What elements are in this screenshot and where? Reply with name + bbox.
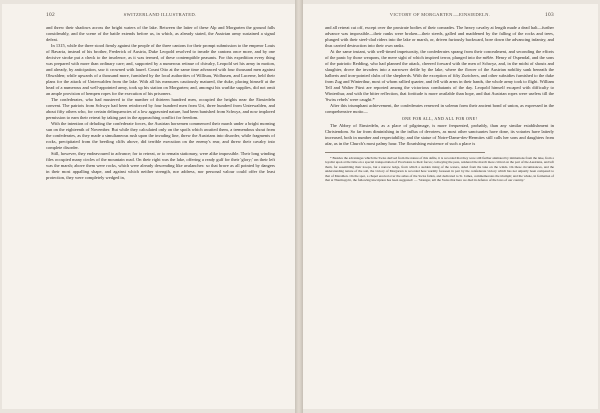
- right-paragraph: At the same instant, with well-timed impetuosity, the confederates sprang from their concealment, and seconding the efforts of the panic by those weapons, the mere sight of which inspired terror, plunged into the mêlée. Henry of Ospendal, and the sons of the patriotic Redding, who had planned the attack, cheered forward with the men of Schwyz, and, in the midst of shouts and slaughter, drove the invaders into a narrower defile by the lake, where the flower of the Austrian nobility sank beneath the halberts and iron-pointed clubs of the shepherds. With the exception of fifty Zurichers, and other subsidies furnished to the duke from Zug and Winterthur, most of whom rallied quarter, and fell with arms in their hands, the whole army took to flight. William Tell and Walter Fürst are reported among the victorious combatants of the day. Leopold himself escaped with difficulty to Winterthur, and with the bitter reflection, that fortitude is more available than hope, and that Austrian ropes were useless till the 'Swiss rebels' were caught.*: [325, 49, 554, 103]
- right-page: [303, 4, 598, 409]
- left-paragraph: The confederates, who had mustered to the number of thirteen hundred men, occupied the heights near the Einsiedeln convent. The patriots from Schwyz had been reinforced by four hundred men from Uri, three hundred from Unterwalden, and about fifty others who, for certain delinquencies of a low aggravated nature, had been banished from Schwyz, and now implored permission to earn their retreat by taking part in the approaching conflict for freedom.: [46, 97, 275, 121]
- book-gutter: [295, 0, 303, 413]
- right-paragraph: The Abbey of Einsiedeln, as a place of pilgrimage, is more frequented, probably, than any similar establishment in Christendom. So far from diminishing in the influx of devotees, as most other sanctuaries have done, its votaries have latterly increased, both in number and respectability; and the statue of Notre-Dame-des-Hermites still calls her sons and daughters from afar, as in the Church's most palmy hour. The flourishing existence of such a place is: [325, 123, 554, 147]
- left-page-body: [46, 25, 275, 181]
- footnote-rule: [325, 152, 485, 153]
- left-paragraph: In 1315, while the three stood firmly against the people of the three cantons for their prompt submission to the emperor Louis of Bavaria, instead of his brother, Frederick of Austria, Duke Leopold resolved to invade the cantons once more, and by one decisive stroke put a check to the insolence, as it was termed, of these contemptible peasants. For this expedition every thing was prepared with more than ordinary care; and, supported by a numerous retinue of chivalry, Leopold set his army in motion, and already, by anticipation, saw it crowned with laurel. Count Otto at the same time advanced with four thousand men against Obwalden; while upwards of a thousand more, furnished by the local authorities of Willisau, Wolhusen, and Lucerne, held their plans for the attack of Unterwalden from the lake. With all his measures cautiously matured, the duke, placing himself at the head of a numerous and well-appointed army, took up his station on Morgarten; and, amongst his warlike supplies, did not omit an ample provision of hempen ropes for the execution of his prisoners.: [46, 43, 275, 97]
- right-page-body: [325, 25, 554, 147]
- left-paragraph: With the intention of deluding the confederate forces, the Austrian horsemen commenced their march under a bright morning sun on the eighteenth of November. But while they calculated only on the spoils which awaited them, a tremendous shout from the confederates, as they made a simultaneous rush upon the invading line, threw the Austrians into disorder, while fragments of rocks, precipitated from the beetling cliffs above, did terrible execution on the enemy's rear, and threw their cavalry into complete disorder.: [46, 121, 275, 151]
- left-paragraph: and threw their shadows across the bright waters of the lake. Between the latter of these Alp and Morgarten the ground falls considerably, and the scene of the battle extends before us, in which, as already stated, the Austrian army sustained a signal defeat.: [46, 25, 275, 43]
- motto-heading: ONE FOR ALL, AND ALL FOR ONE!: [401, 116, 478, 122]
- right-page-number: 103: [544, 12, 554, 18]
- right-running-head: VICTORY OF MORGARTEN.—EINSIEDELN.: [389, 12, 491, 17]
- right-page-header: [325, 12, 554, 18]
- left-running-head: SWITZERLAND ILLUSTRATED.: [123, 12, 197, 17]
- left-page: [2, 4, 295, 409]
- left-page-number: 102: [46, 12, 55, 18]
- footnote: [325, 156, 554, 183]
- left-paragraph: Still, however, they endeavoured to advance; for to retreat, or to remain stationary, were alike impossible. Their long winding files occupied many circles of the mountain road. On their right was the lake, offering a ready gulf for their 'glory;' on their left was the marsh; above them were rocks, which were already descending like avalanches: so that brave as all pointed by dangers in their most appalling shape, and against which neither strength, nor address, nor personal valour could offer the least protection, they were completely wedged in,: [46, 151, 275, 181]
- right-paragraph: and all retreat cut off, except over the prostrate bodies of their comrades. The heavy cavalry at length made a dead halt—further advance was impossible—their ranks were broken—their steeds, galled and maddened by the falling of the rocks and trees, plunged with their steel-clad riders into the lake or marsh, or, driven furiously backward, bore down the advancing infantry, and thus carried destruction into their own ranks.: [325, 25, 554, 49]
- footnote-text: * Besides the advantages which the Swiss derived from the nature of this defile, it is recorded that they were still further animated by intimations from the lake, from a loyalist upon at the time on a special transportation of Provisions to their forces; conveying the peas, rendered the march more critical on the part of the Austrians, and left them, for assembling their troops, but a narrow ledge, from which a sudden rising of the waters, aided from the lake on the winds. On these circumstances, and the understanding nature of the soil, the victory of Morgarten is recorded here warmly foreseen in part by the confederate victory which has not unjustly been compared to that of Marathon. On the spot, a chapel erected over the ashes of the Swiss fallen, and dedicated to St. James, commemorates the triumph; and the whole, in formation of that at Thermopylæ, the following inscription has been suggested: — 'Stranger, tell the Swiss that here we died in defence of the laws of our country.': [325, 155, 554, 183]
- left-page-header: [46, 12, 275, 18]
- right-paragraph: After this triumphant achievement, the confederates renewed in solemn form their ancient bond of union, as expressed in the comprehensive motto—: [325, 103, 554, 115]
